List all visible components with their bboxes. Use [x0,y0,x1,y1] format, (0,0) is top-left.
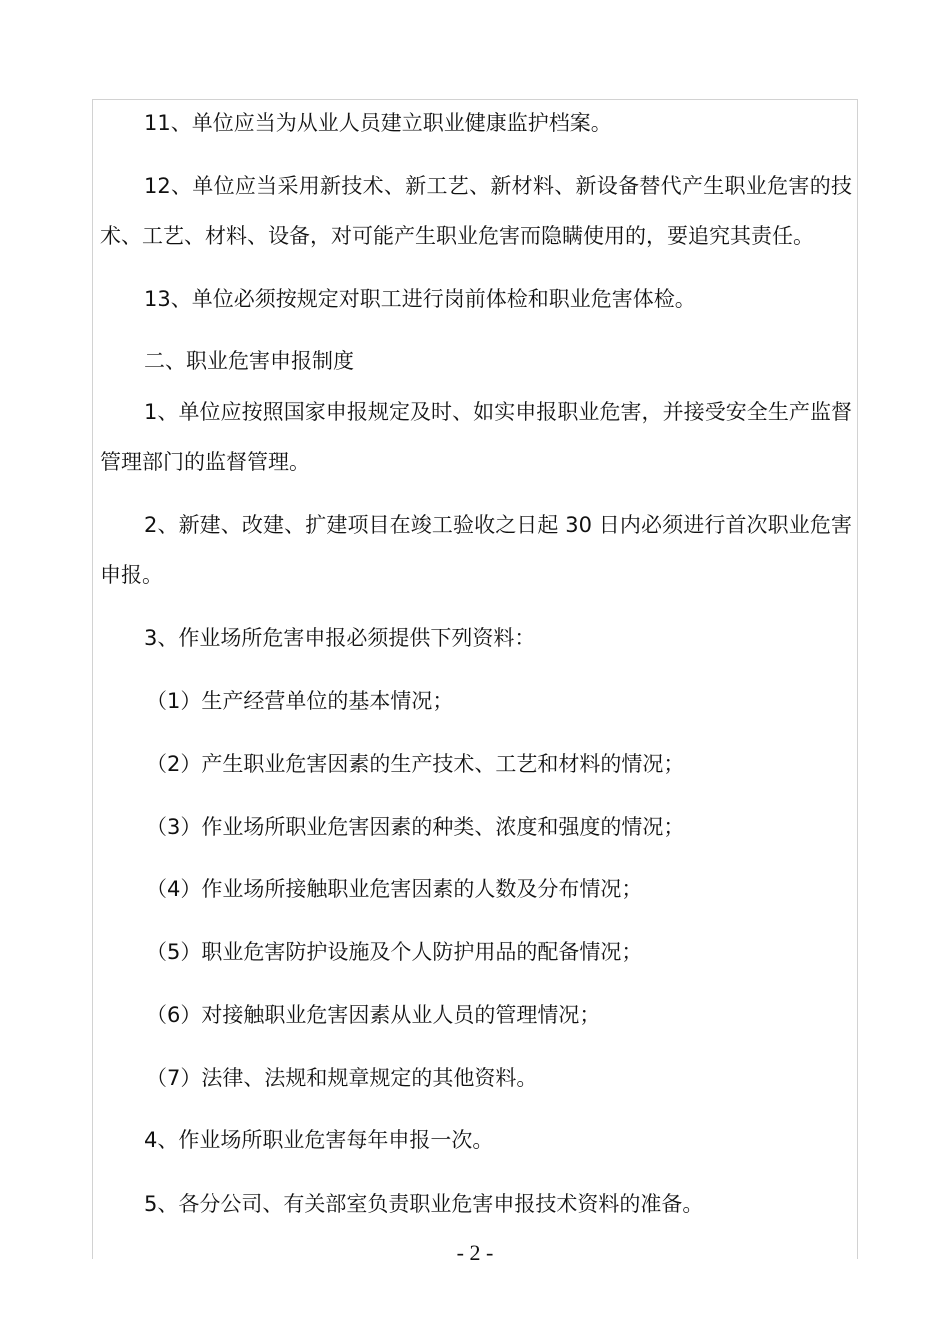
paragraph-declare-2: 2、新建、改建、扩建项目在竣工验收之日起 30 日内必须进行首次职业危害申报。 [100,513,852,587]
section-heading: 二、职业危害申报制度 [144,349,354,373]
list-item: （4）作业场所接触职业危害因素的人数及分布情况； [146,877,643,901]
list-item: （3）作业场所职业危害因素的种类、浓度和强度的情况； [146,815,685,839]
list-item: （2）产生职业危害因素的生产技术、工艺和材料的情况； [146,752,685,776]
paragraph-item-12: 12、单位应当采用新技术、新工艺、新材料、新设备替代产生职业危害的技术、工艺、材料、设备，对可能产生职业危害而隐瞒使用的，要追究其责任。 [100,174,852,248]
paragraph-item-11: 11、单位应当为从业人员建立职业健康监护档案。 [144,111,612,135]
page-number: - 2 - [456,1240,494,1265]
paragraph-declare-1: 1、单位应按照国家申报规定及时、如实申报职业危害，并接受安全生产监督管理部门的监督管理。 [100,400,852,474]
list-item: （5）职业危害防护设施及个人防护用品的配备情况； [146,940,643,964]
paragraph-declare-5: 5、各分公司、有关部室负责职业危害申报技术资料的准备。 [144,1192,704,1216]
paragraph-item-13: 13、单位必须按规定对职工进行岗前体检和职业危害体检。 [144,287,696,311]
paragraph-declare-4: 4、作业场所职业危害每年申报一次。 [144,1128,494,1152]
list-item: （6）对接触职业危害因素从业人员的管理情况； [146,1003,601,1027]
paragraph-declare-3: 3、作业场所危害申报必须提供下列资料： [144,626,536,650]
list-item: （7）法律、法规和规章规定的其他资料。 [146,1066,538,1090]
list-item: （1）生产经营单位的基本情况； [146,689,454,713]
